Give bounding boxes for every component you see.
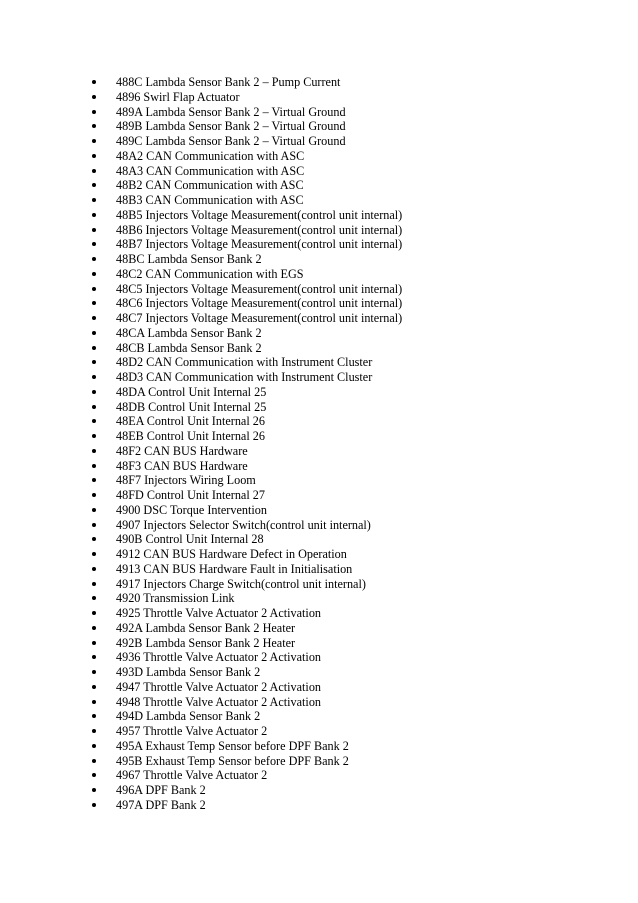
list-item-text: 48B6 Injectors Voltage Measurement(control unit internal) — [116, 222, 403, 237]
list-item — [0, 90, 638, 105]
list-item-text: 48F7 Injectors Wiring Loom — [116, 473, 256, 488]
list-item-text: 48D3 CAN Communication with Instrument Cluster — [116, 370, 373, 384]
list-item-text: 48EA Control Unit Internal 26 — [116, 414, 265, 429]
list-item — [0, 355, 638, 370]
list-item-text: 48A3 CAN Communication with ASC — [116, 163, 305, 178]
list-item — [0, 665, 638, 680]
bullet-icon — [92, 169, 96, 173]
list-item — [0, 326, 638, 341]
list-item-text: 48C5 Injectors Voltage Measurement(control unit internal) — [116, 281, 403, 296]
list-item-text: 492A Lambda Sensor Bank 2 Heater — [116, 620, 296, 635]
bullet-icon — [92, 183, 96, 187]
list-item — [0, 311, 638, 326]
bullet-icon — [92, 213, 96, 217]
list-item — [0, 488, 638, 503]
list-item — [0, 282, 638, 297]
bullet-icon — [92, 272, 96, 276]
bullet-icon — [92, 641, 96, 645]
list-item-text: 48C7 Injectors Voltage Measurement(control unit internal) — [116, 311, 403, 325]
list-item — [0, 680, 638, 695]
list-item-text: 48DB Control Unit Internal 25 — [116, 399, 267, 414]
list-item — [0, 385, 638, 400]
bullet-icon — [92, 390, 96, 394]
bullet-icon — [92, 139, 96, 143]
list-item — [0, 75, 638, 90]
bullet-icon — [92, 95, 96, 99]
bullet-icon — [92, 537, 96, 541]
list-item-text: 4913 CAN BUS Hardware Fault in Initialisation — [116, 561, 353, 576]
list-item — [0, 768, 638, 783]
list-item-text: 497A DPF Bank 2 — [116, 797, 206, 812]
list-item — [0, 414, 638, 429]
list-item-text: 48CA Lambda Sensor Bank 2 — [116, 325, 262, 340]
list-item — [0, 193, 638, 208]
list-item-text: 48F3 CAN BUS Hardware — [116, 458, 248, 473]
bullet-icon — [92, 110, 96, 114]
list-item — [0, 532, 638, 547]
list-item — [0, 105, 638, 120]
bullet-icon — [92, 257, 96, 261]
list-item-text: 4948 Throttle Valve Actuator 2 Activation — [116, 694, 322, 709]
list-item-text: 48D2 CAN Communication with Instrument Cluster — [116, 355, 373, 370]
list-item — [0, 223, 638, 238]
bullet-icon — [92, 611, 96, 615]
list-item-text: 48B5 Injectors Voltage Measurement(control unit internal) — [116, 207, 403, 222]
list-item — [0, 473, 638, 488]
bullet-icon — [92, 405, 96, 409]
list-item — [0, 459, 638, 474]
list-item — [0, 429, 638, 444]
list-item-text: 4936 Throttle Valve Actuator 2 Activation — [116, 650, 322, 665]
bullet-icon — [92, 552, 96, 556]
bullet-icon — [92, 803, 96, 807]
list-item — [0, 754, 638, 769]
bullet-icon — [92, 596, 96, 600]
list-item-text: 489B Lambda Sensor Bank 2 – Virtual Ground — [116, 119, 346, 134]
list-item-text: 4907 Injectors Selector Switch(control unit internal) — [116, 517, 371, 532]
list-item-text: 48B3 CAN Communication with ASC — [116, 193, 304, 207]
list-item — [0, 149, 638, 164]
list-item — [0, 503, 638, 518]
bullet-icon — [92, 228, 96, 232]
list-item — [0, 267, 638, 282]
bullet-icon — [92, 80, 96, 84]
list-item-text: 48BC Lambda Sensor Bank 2 — [116, 252, 262, 266]
list-item — [0, 208, 638, 223]
list-item-text: 490B Control Unit Internal 28 — [116, 532, 264, 547]
list-item — [0, 134, 638, 149]
list-item-text: 4947 Throttle Valve Actuator 2 Activation — [116, 679, 322, 694]
list-item-text: 492B Lambda Sensor Bank 2 Heater — [116, 635, 296, 650]
bullet-icon — [92, 729, 96, 733]
bullet-icon — [92, 464, 96, 468]
list-item — [0, 724, 638, 739]
list-item — [0, 370, 638, 385]
list-item-text: 495B Exhaust Temp Sensor before DPF Bank 2 — [116, 753, 349, 768]
list-item-text: 48EB Control Unit Internal 26 — [116, 429, 265, 443]
list-item — [0, 650, 638, 665]
bullet-icon — [92, 759, 96, 763]
list-item-text: 4957 Throttle Valve Actuator 2 — [116, 724, 268, 738]
list-item — [0, 119, 638, 134]
list-item — [0, 798, 638, 813]
bullet-icon — [92, 582, 96, 586]
bullet-icon — [92, 655, 96, 659]
list-item-text: 495A Exhaust Temp Sensor before DPF Bank 2 — [116, 738, 349, 753]
list-item-text: 48C2 CAN Communication with EGS — [116, 266, 304, 281]
bullet-icon — [92, 301, 96, 305]
list-item-text: 48A2 CAN Communication with ASC — [116, 148, 305, 163]
bullet-icon — [92, 124, 96, 128]
bullet-icon — [92, 700, 96, 704]
list-item — [0, 636, 638, 651]
bullet-icon — [92, 508, 96, 512]
list-item — [0, 237, 638, 252]
list-item-text: 48FD Control Unit Internal 27 — [116, 488, 265, 502]
list-item — [0, 444, 638, 459]
bullet-icon — [92, 242, 96, 246]
bullet-icon — [92, 788, 96, 792]
list-item-text: 4925 Throttle Valve Actuator 2 Activation — [116, 606, 322, 620]
list-item-text: 48CB Lambda Sensor Bank 2 — [116, 340, 262, 355]
bullet-icon — [92, 331, 96, 335]
bullet-icon — [92, 346, 96, 350]
list-item-text: 48F2 CAN BUS Hardware — [116, 443, 248, 458]
bullet-icon — [92, 360, 96, 364]
list-item — [0, 591, 638, 606]
list-item — [0, 178, 638, 193]
bullet-icon — [92, 523, 96, 527]
list-item — [0, 400, 638, 415]
list-item — [0, 341, 638, 356]
bullet-icon — [92, 449, 96, 453]
list-item-text: 48B7 Injectors Voltage Measurement(control unit internal) — [116, 237, 403, 252]
list-item-text: 4967 Throttle Valve Actuator 2 — [116, 768, 268, 783]
list-item — [0, 606, 638, 621]
bullet-icon — [92, 773, 96, 777]
bullet-icon — [92, 434, 96, 438]
list-item-text: 48B2 CAN Communication with ASC — [116, 178, 304, 193]
list-item-text: 4896 Swirl Flap Actuator — [116, 89, 240, 104]
bullet-icon — [92, 714, 96, 718]
list-item — [0, 621, 638, 636]
list-item-text: 488C Lambda Sensor Bank 2 – Pump Current — [116, 75, 341, 89]
list-item-text: 4917 Injectors Charge Switch(control unit internal) — [116, 576, 366, 591]
list-item — [0, 695, 638, 710]
bullet-icon — [92, 419, 96, 423]
list-item — [0, 296, 638, 311]
list-item — [0, 252, 638, 267]
list-item — [0, 577, 638, 592]
bullet-icon — [92, 478, 96, 482]
bullet-icon — [92, 626, 96, 630]
bullet-icon — [92, 493, 96, 497]
list-item — [0, 547, 638, 562]
list-item-text: 48C6 Injectors Voltage Measurement(control unit internal) — [116, 296, 403, 311]
list-item — [0, 783, 638, 798]
bullet-icon — [92, 154, 96, 158]
list-item-text: 489C Lambda Sensor Bank 2 – Virtual Ground — [116, 134, 346, 148]
list-item-text: 4900 DSC Torque Intervention — [116, 502, 267, 517]
list-item-text: 4920 Transmission Link — [116, 591, 235, 606]
list-item-text: 489A Lambda Sensor Bank 2 – Virtual Ground — [116, 104, 346, 119]
list-item-text: 493D Lambda Sensor Bank 2 — [116, 665, 261, 679]
bullet-icon — [92, 670, 96, 674]
list-item — [0, 518, 638, 533]
bullet-icon — [92, 375, 96, 379]
list-item — [0, 709, 638, 724]
fault-code-list — [0, 75, 638, 813]
list-item-text: 494D Lambda Sensor Bank 2 — [116, 709, 261, 724]
bullet-icon — [92, 567, 96, 571]
list-item-text: 496A DPF Bank 2 — [116, 783, 206, 797]
list-item — [0, 562, 638, 577]
bullet-icon — [92, 198, 96, 202]
bullet-icon — [92, 316, 96, 320]
list-item — [0, 739, 638, 754]
bullet-icon — [92, 287, 96, 291]
list-item-text: 48DA Control Unit Internal 25 — [116, 384, 267, 399]
list-item-text: 4912 CAN BUS Hardware Defect in Operation — [116, 547, 347, 561]
bullet-icon — [92, 744, 96, 748]
bullet-icon — [92, 685, 96, 689]
list-item — [0, 164, 638, 179]
